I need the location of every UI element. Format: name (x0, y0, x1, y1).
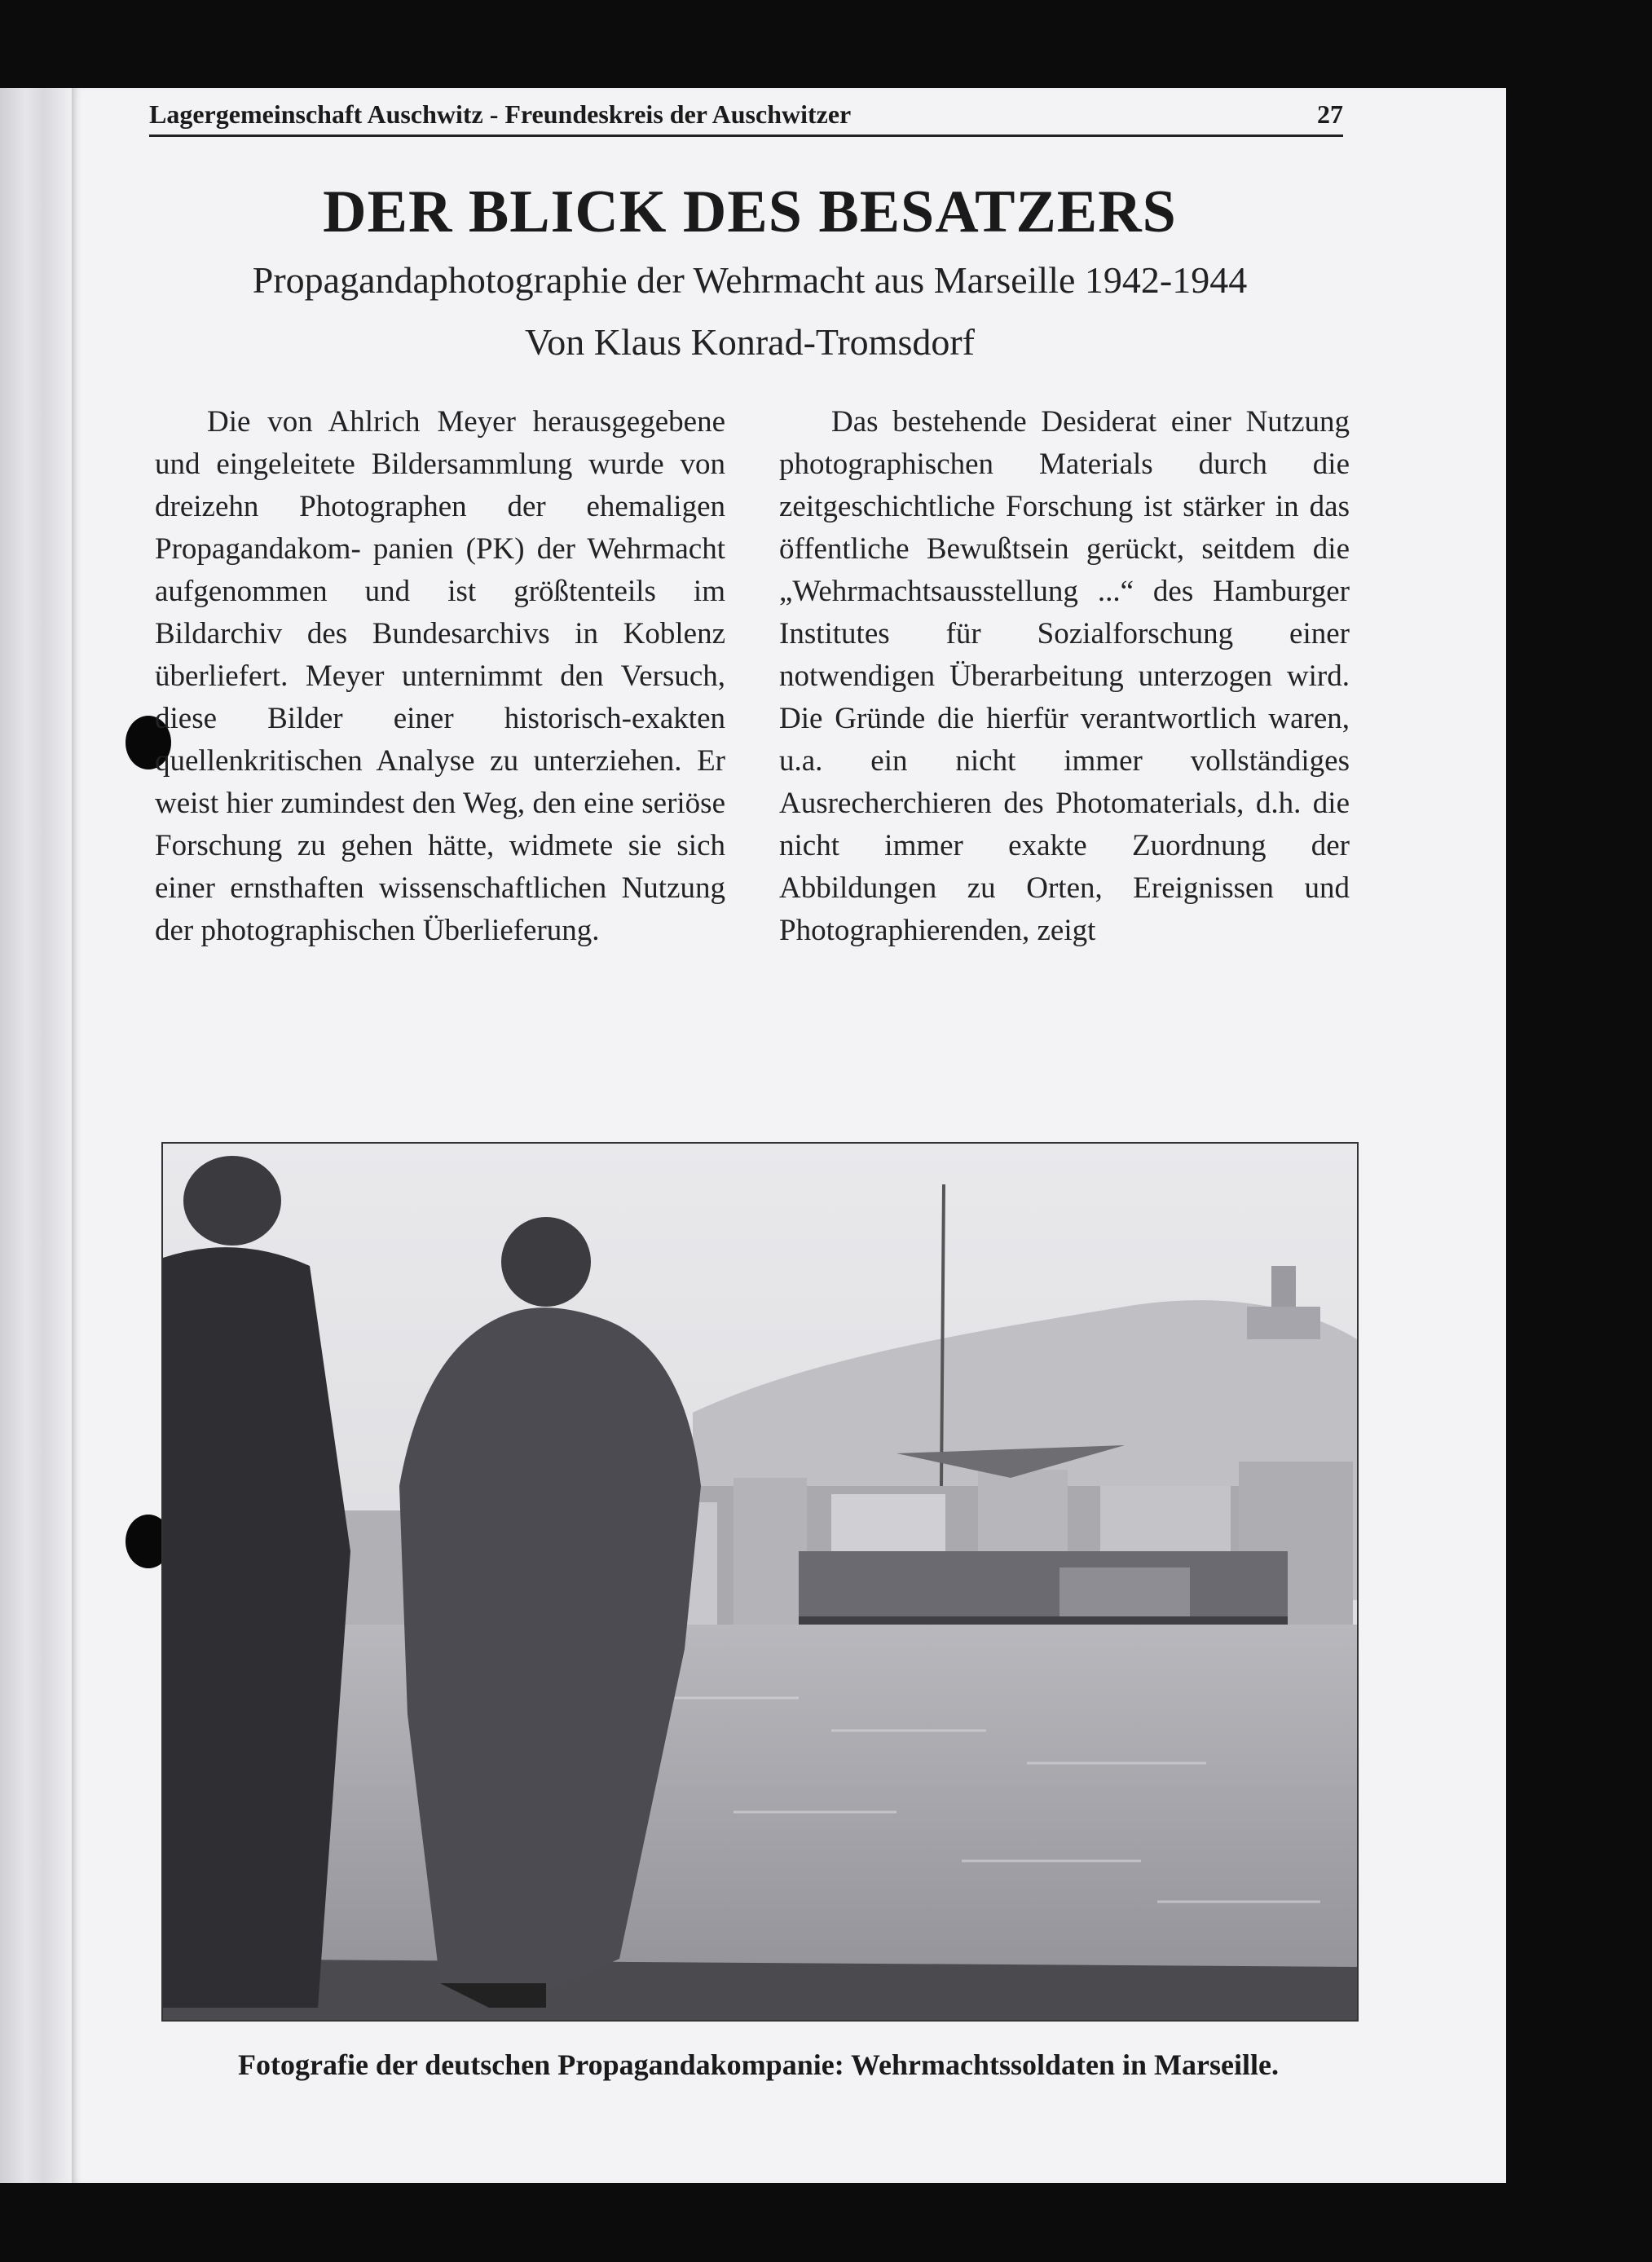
photo-caption: Fotografie der deutschen Propagandakompanie: Wehrmachtssoldaten in Marseille. (238, 2048, 1279, 2081)
body-column-left: Die von Ahlrich Meyer herausgegebene und eingeleitete Bildersammlung wurde von dreizehn Photographen der ehemaligen Propagandakom- panien (PK) der Wehrmacht aufgenommen und ist größtenteils im Bildarchiv des Bundesarchivs in Koblenz überliefert. Meyer unternimmt den Versuch, diese Bilder einer historisch-exakten quellenkritischen Analyse zu unterziehen. Er weist hier zumindest den Weg, den eine seriöse Forschung zu gehen hätte, widmete sie sich einer ernsthaften wissenschaftlichen Nutzung der photographischen Überlieferung. (155, 405, 725, 947)
running-title: Lagergemeinschaft Auschwitz - Freundeskreis der Auschwitzer (149, 99, 852, 129)
page-edge (0, 88, 73, 2183)
article-title: DER BLICK DES BESATZERS (323, 179, 1177, 245)
photo-soldiers-marseille (163, 1144, 1357, 2020)
article-photo (161, 1142, 1359, 2022)
body-column-right: Das bestehende Desiderat einer Nutzung photographischen Materials durch die zeitgeschichtliche Forschung ist stärker in das öffentliche Bewußtsein gerückt, seitdem die „Wehrmachtsausstellung ...“ des Hamburger Institutes für Sozialforschung einer notwendigen Überarbeitung unterzogen wird. Die Gründe die hierfür verantwortlich waren, u.a. ein nicht immer vollständiges Ausrecherchieren des Photomaterials, d.h. die nicht immer exakte Zuordnung der Abbildungen zu Orten, Ereignissen und Photographierenden, zeigt (779, 405, 1350, 947)
page-number: 27 (1317, 99, 1343, 129)
article-author: Von Klaus Konrad-Tromsdorf (525, 321, 975, 363)
running-head (149, 99, 1343, 137)
article-subtitle: Propagandaphotographie der Wehrmacht aus Marseille 1942-1944 (252, 259, 1248, 301)
